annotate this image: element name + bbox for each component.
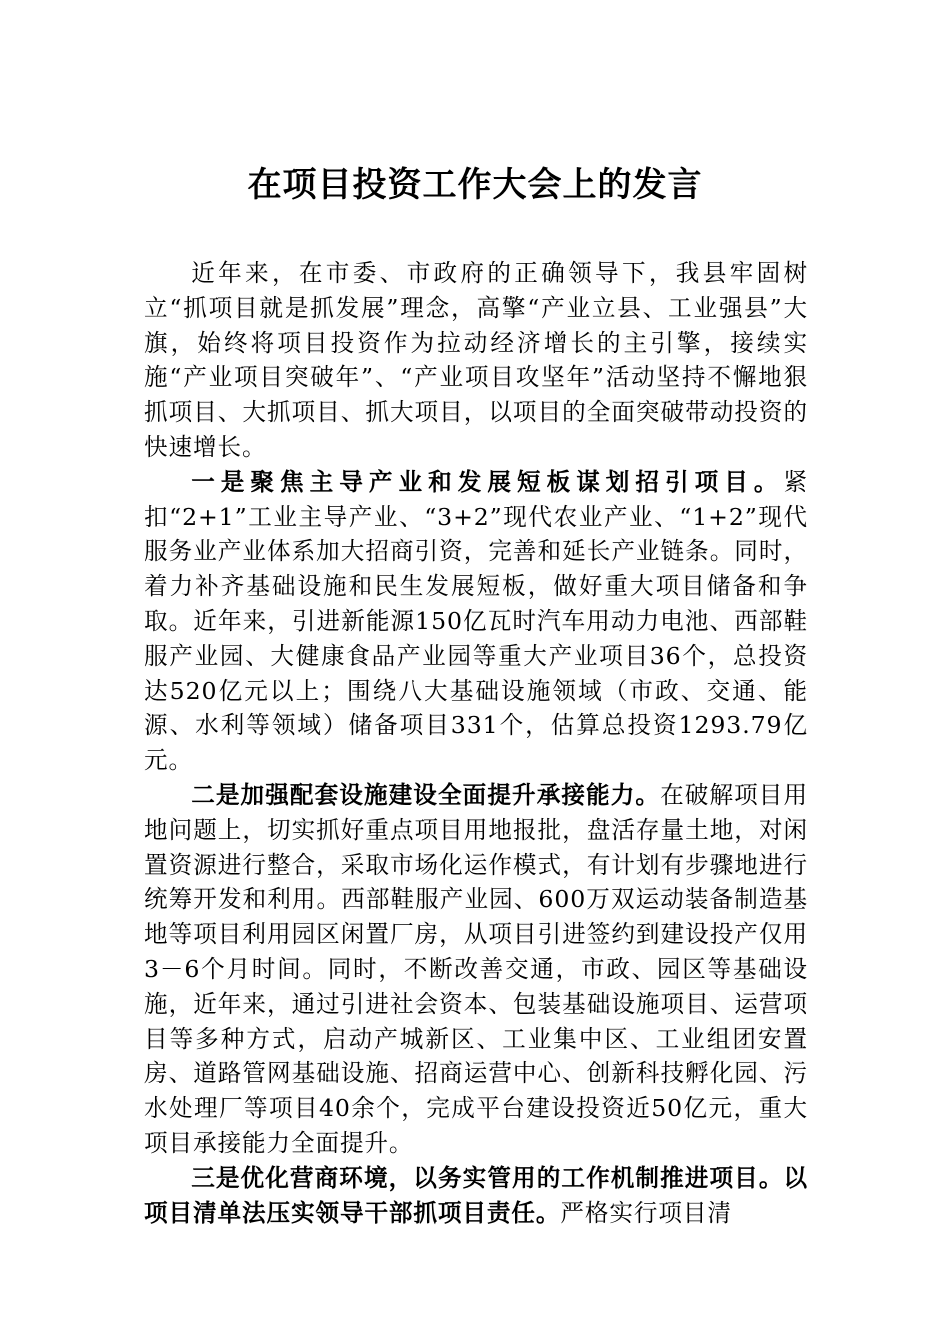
paragraph-lead: 二是加强配套设施建设全面提升承接能力。 [191,780,661,809]
paragraph-lead: 三是优化营商环境，以务实管用的工作机制推进项目。以项目清单法压实领导干部抓项目责任。 [144,1163,808,1227]
document-body [144,256,808,1230]
paragraph-text: 紧扣“2+1”工业主导产业、“3+2”现代农业产业、“1+2”现代服务业产业体系加大招商引资，完善和延长产业链条。同时，着力补齐基础设施和民生发展短板，做好重大项目储备和争取。近年来，引进新能源150亿瓦时汽车用动力电池、西部鞋服产业园、大健康食品产业园等重大产业项目36个，总投资达520亿元以上；围绕八大基础设施领域（市政、交通、能源、水利等领域）储备项目331个，估算总投资1293.79亿元。 [144,467,808,775]
paragraph-point-three [144,1161,808,1231]
document-title: 在项目投资工作大会上的发言 [247,165,703,205]
paragraph-lead: 一是聚焦主导产业和发展短板谋划招引项目。 [191,467,784,496]
paragraph-text: 严格实行项目清 [560,1198,732,1227]
paragraph-text: 在破解项目用地问题上，切实抓好重点项目用地报批，盘活存量土地，对闲置资源进行整合，采取市场化运作模式，有计划有步骤地进行统筹开发和利用。西部鞋服产业园、600万双运动装备制造基地等项目利用园区闲置厂房，从项目引进签约到建设投产仅用3－6个月时间。同时，不断改善交通，市政、园区等基础设施，近年来，通过引进社会资本、包装基础设施项目、运营项目等多种方式，启动产城新区、工业集中区、工业组团安置房、道路管网基础设施、招商运营中心、创新科技孵化园、污水处理厂等项目40余个，完成平台建设投资近50亿元，重大项目承接能力全面提升。 [144,780,808,1157]
paragraph-point-two [144,778,808,1161]
paragraph-point-one [144,465,808,778]
paragraph-text: 近年来，在市委、市政府的正确领导下，我县牢固树立“抓项目就是抓发展”理念，高擎“产业立县、工业强县”大旗，始终将项目投资作为拉动经济增长的主引擎，接续实施“产业项目突破年”、“产业项目攻坚年”活动坚持不懈地狠抓项目、大抓项目、抓大项目，以项目的全面突破带动投资的快速增长。 [144,259,808,461]
paragraph-intro [144,256,808,465]
